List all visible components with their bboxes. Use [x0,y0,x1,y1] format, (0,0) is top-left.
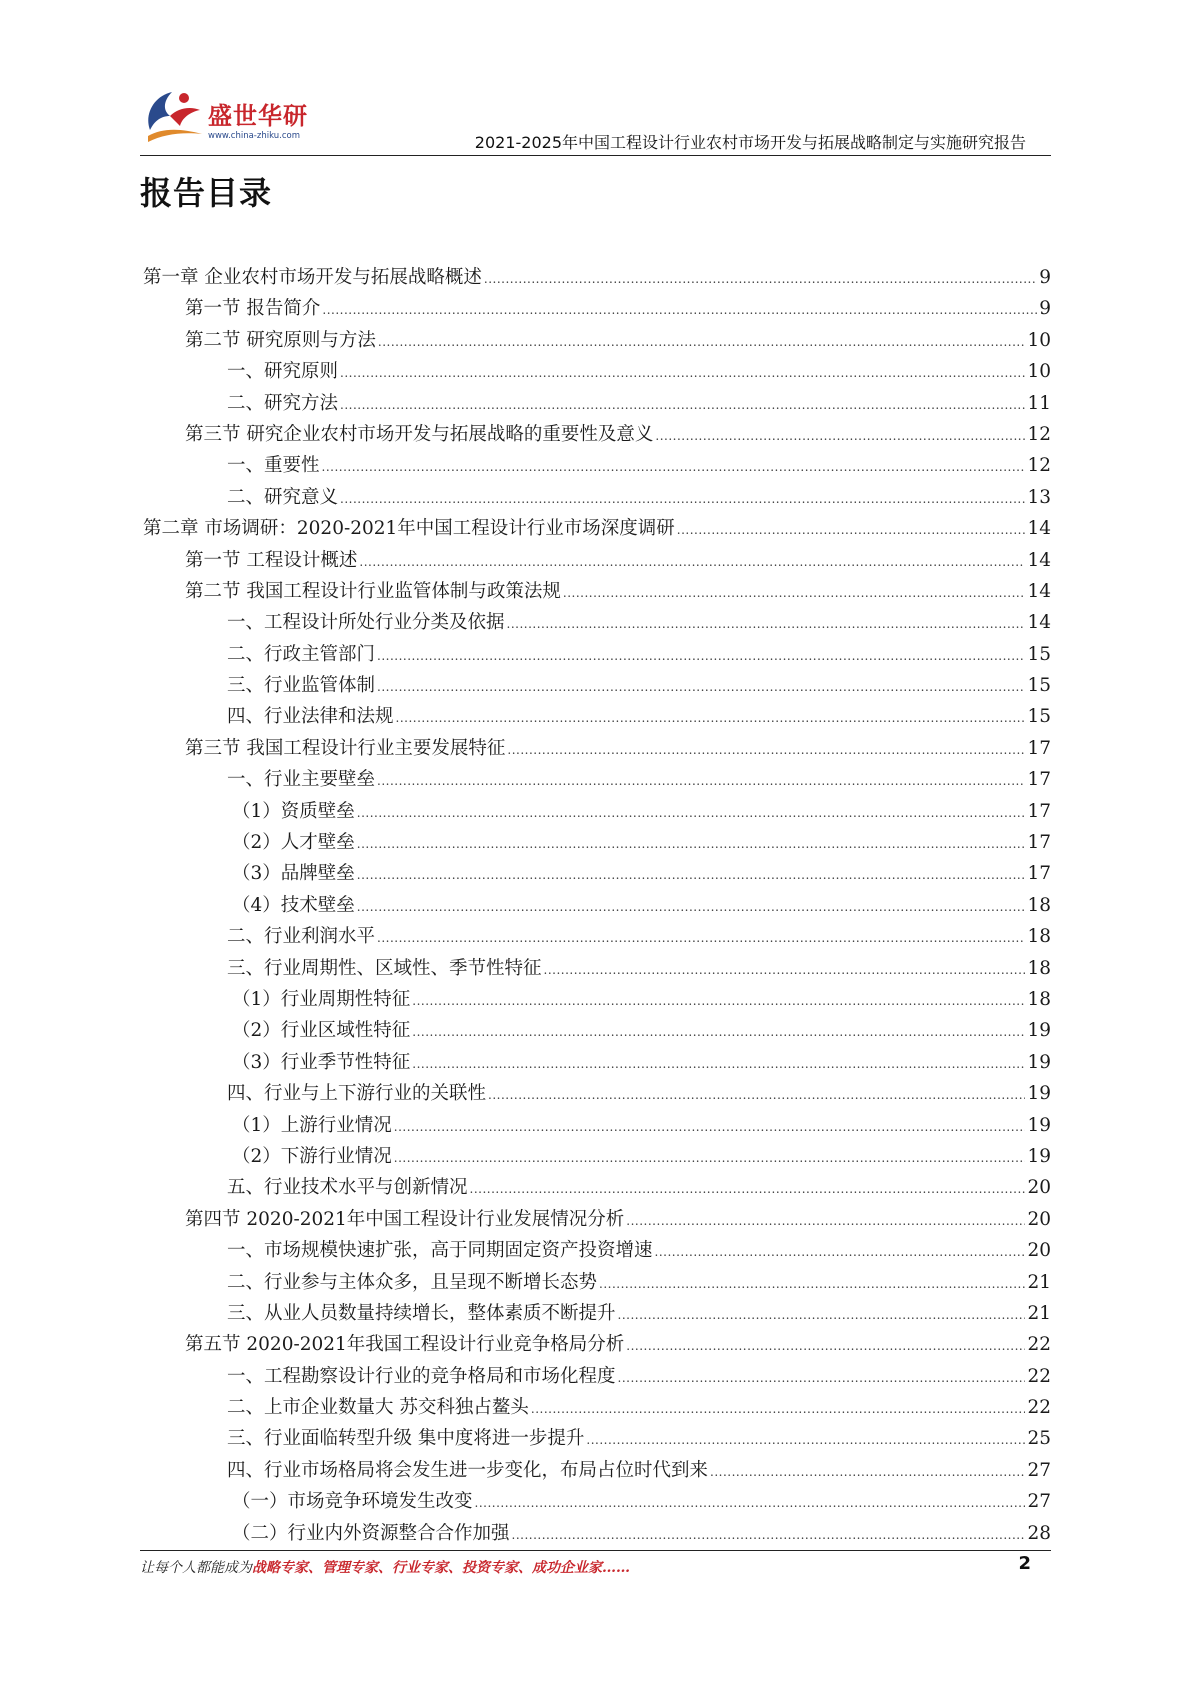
toc-entry-title: 第一节 工程设计概述 [185,549,358,571]
toc-entry-title: 四、行业市场格局将会发生进一步变化，布局占位时代到来 [227,1459,709,1481]
toc-entry-page: 22 [1027,1334,1051,1356]
toc-dot-leader [531,1394,1026,1425]
toc-dot-leader [618,1363,1026,1394]
toc-entry-title: （4）技术壁垒 [232,894,355,916]
toc-entry[interactable] [227,1235,1051,1266]
toc-dot-leader [340,358,1025,389]
toc-entry-page: 12 [1027,455,1051,477]
toc-dot-leader [357,860,1026,891]
toc-entry-title: 第三节 我国工程设计行业主要发展特征 [185,737,506,759]
toc-entry-page: 20 [1027,1240,1051,1262]
toc-dot-leader [322,452,1026,483]
toc-entry[interactable] [227,701,1051,732]
logo-url: www.china-zhiku.com [208,131,300,141]
toc-entry[interactable] [185,545,1051,576]
toc-entry-page: 11 [1027,392,1051,414]
toc-entry-page: 20 [1027,1177,1051,1199]
toc-entry-title: （1）上游行业情况 [232,1114,392,1136]
toc-entry-title: 三、行业监管体制 [227,675,376,697]
company-logo [140,82,330,152]
toc-entry-title: 二、行业利润水平 [227,926,376,948]
toc-entry[interactable] [185,1329,1051,1360]
toc-entry-page: 13 [1027,486,1051,508]
toc-entry[interactable] [185,419,1051,450]
toc-entry-page: 19 [1027,1114,1051,1136]
toc-entry[interactable] [227,639,1051,670]
toc-entry-title: 二、研究方法 [227,392,339,414]
toc-dot-leader [340,484,1025,515]
toc-dot-leader [710,1457,1025,1488]
toc-entry[interactable] [232,1047,1051,1078]
toc-entry-title: 二、行业参与主体众多，且呈现不断增长态势 [227,1271,598,1293]
toc-entry-page: 27 [1027,1459,1051,1481]
toc-entry-page: 19 [1027,1083,1051,1105]
toc-entry-page: 15 [1027,675,1051,697]
toc-entry[interactable] [232,984,1051,1015]
toc-entry[interactable] [232,1015,1051,1046]
toc-entry-title: 三、行业周期性、区域性、季节性特征 [227,957,542,979]
toc-entry-title: （1）资质壁垒 [232,800,355,822]
toc-entry-page: 9 [1039,267,1051,288]
toc-entry[interactable] [143,513,1051,544]
toc-entry-page: 9 [1039,298,1051,320]
toc-dot-leader [507,609,1026,640]
toc-entry-page: 14 [1027,549,1051,571]
toc-entry-page: 14 [1027,612,1051,634]
toc-entry-page: 25 [1027,1428,1051,1450]
toc-dot-leader [377,766,1025,797]
toc-entry-page: 17 [1027,769,1051,791]
toc-entry-title: 一、行业主要壁垒 [227,769,376,791]
footer-divider [140,1550,1051,1551]
toc-entry-page: 17 [1027,737,1051,759]
toc-entry[interactable] [185,1204,1051,1235]
toc-dot-leader [488,1080,1025,1111]
toc-entry-page: 28 [1027,1522,1051,1544]
toc-entry[interactable] [227,953,1051,984]
toc-entry-title: 第二章 市场调研：2020-2021年中国工程设计行业市场深度调研 [143,518,675,540]
toc-entry[interactable] [232,1518,1051,1549]
footer-slogan [140,1557,630,1577]
table-of-contents [0,262,1191,1549]
toc-entry-title: 第二节 研究原则与方法 [185,329,376,351]
toc-dot-leader [357,829,1026,860]
toc-entry[interactable] [232,827,1051,858]
toc-entry-title: 第五节 2020-2021年我国工程设计行业竞争格局分析 [185,1334,625,1356]
toc-dot-leader [475,1488,1026,1519]
toc-entry-title: （3）品牌壁垒 [232,863,355,885]
toc-dot-leader [377,672,1025,703]
toc-dot-leader [586,1425,1025,1456]
toc-entry[interactable] [227,1423,1051,1454]
toc-entry[interactable] [227,450,1051,481]
toc-dot-leader [377,641,1025,672]
toc-entry-page: 18 [1027,957,1051,979]
toc-dot-leader [394,1143,1026,1174]
toc-entry-page: 10 [1027,361,1051,383]
toc-dot-leader [412,1049,1025,1080]
toc-entry-page: 17 [1027,832,1051,854]
toc-heading: 报告目录 [140,174,273,212]
toc-dot-leader [394,1112,1026,1143]
toc-entry-title: （一）市场竞争环境发生改变 [232,1491,473,1513]
toc-dot-leader [655,421,1025,452]
toc-entry-title: 第四节 2020-2021年中国工程设计行业发展情况分析 [185,1208,625,1230]
toc-entry-page: 18 [1027,988,1051,1010]
toc-entry-title: （二）行业内外资源整合合作加强 [232,1522,510,1544]
toc-entry[interactable] [227,482,1051,513]
logo-emblem-icon [140,82,210,152]
toc-dot-leader [377,923,1025,954]
toc-entry-title: 二、上市企业数量大 苏交科独占鳌头 [227,1397,529,1419]
toc-dot-leader [677,515,1026,546]
toc-entry-title: （3）行业季节性特征 [232,1051,411,1073]
toc-dot-leader [655,1237,1026,1268]
toc-entry-title: 二、研究意义 [227,486,339,508]
toc-dot-leader [412,986,1025,1017]
toc-entry-page: 20 [1027,1208,1051,1230]
toc-entry[interactable] [227,388,1051,419]
toc-entry-page: 22 [1027,1365,1051,1387]
toc-entry[interactable] [232,1110,1051,1141]
toc-entry-page: 17 [1027,863,1051,885]
toc-entry-title: 二、行政主管部门 [227,643,376,665]
toc-entry[interactable] [227,1267,1051,1298]
toc-entry[interactable] [185,576,1051,607]
toc-dot-leader [322,295,1037,326]
toc-dot-leader [507,735,1025,766]
logo-name: 盛世华研 [208,102,308,130]
toc-entry[interactable] [227,356,1051,387]
footer-slogan-highlight: 战略专家、管理专家、行业专家、投资专家、成功企业家…… [252,1560,630,1576]
toc-entry-title: 第一章 企业农村市场开发与拓展战略概述 [143,267,482,288]
toc-entry[interactable] [143,262,1051,293]
toc-entry[interactable] [227,670,1051,701]
toc-dot-leader [470,1174,1026,1205]
toc-entry-title: 一、市场规模快速扩张，高于同期固定资产投资增速 [227,1240,653,1262]
report-title: 2021-2025年中国工程设计行业农村市场开发与拓展战略制定与实施研究报告 [474,133,1026,152]
toc-entry-title: 三、行业面临转型升级 集中度将进一步提升 [227,1428,585,1450]
toc-dot-leader [412,1017,1025,1048]
toc-entry-page: 17 [1027,800,1051,822]
toc-entry-title: 一、工程勘察设计行业的竞争格局和市场化程度 [227,1365,616,1387]
toc-entry-title: 四、行业与上下游行业的关联性 [227,1083,487,1105]
toc-entry-title: （2）下游行业情况 [232,1145,392,1167]
toc-entry[interactable] [185,293,1051,324]
toc-entry-title: 一、重要性 [227,455,320,477]
toc-entry-page: 19 [1027,1051,1051,1073]
toc-entry-title: 三、从业人员数量持续增长，整体素质不断提升 [227,1302,616,1324]
toc-entry-title: 一、工程设计所处行业分类及依据 [227,612,505,634]
toc-entry-page: 14 [1027,580,1051,602]
toc-entry-page: 10 [1027,329,1051,351]
toc-dot-leader [357,892,1026,923]
toc-entry-title: （2）行业区域性特征 [232,1020,411,1042]
toc-entry[interactable] [227,607,1051,638]
toc-entry[interactable] [232,890,1051,921]
toc-entry-title: 四、行业法律和法规 [227,706,394,728]
toc-dot-leader [340,390,1025,421]
toc-entry-page: 15 [1027,643,1051,665]
toc-entry[interactable] [185,733,1051,764]
header-divider [140,155,1051,156]
toc-entry[interactable] [227,764,1051,795]
toc-entry[interactable] [232,1141,1051,1172]
toc-entry[interactable] [227,1361,1051,1392]
toc-entry[interactable] [227,1172,1051,1203]
toc-entry-page: 19 [1027,1020,1051,1042]
toc-entry[interactable] [227,1078,1051,1109]
toc-dot-leader [396,703,1026,734]
footer-slogan-prefix: 让每个人都能成为 [140,1560,252,1576]
toc-dot-leader [618,1300,1026,1331]
toc-entry-page: 14 [1027,518,1051,540]
toc-entry[interactable] [227,921,1051,952]
toc-dot-leader [378,327,1026,358]
toc-dot-leader [357,798,1026,829]
toc-entry[interactable] [232,858,1051,889]
toc-entry-page: 15 [1027,706,1051,728]
toc-dot-leader [563,578,1026,609]
toc-dot-leader [626,1206,1025,1237]
toc-entry[interactable] [232,796,1051,827]
toc-entry[interactable] [185,325,1051,356]
toc-entry-title: 第二节 我国工程设计行业监管体制与政策法规 [185,580,561,602]
toc-dot-leader [359,547,1025,578]
toc-entry-title: 第一节 报告简介 [185,298,321,320]
toc-entry-page: 18 [1027,926,1051,948]
toc-entry[interactable] [227,1298,1051,1329]
toc-dot-leader [484,264,1037,295]
toc-dot-leader [626,1331,1025,1362]
toc-entry[interactable] [227,1455,1051,1486]
toc-entry[interactable] [232,1486,1051,1517]
toc-dot-leader [512,1520,1026,1551]
toc-dot-leader [544,955,1026,986]
toc-entry-page: 18 [1027,894,1051,916]
toc-entry-page: 21 [1027,1302,1051,1324]
toc-entry-page: 12 [1027,423,1051,445]
page-number: 2 [1018,1553,1031,1574]
toc-entry-page: 19 [1027,1145,1051,1167]
toc-entry-title: （1）行业周期性特征 [232,988,411,1010]
toc-entry-title: 五、行业技术水平与创新情况 [227,1177,468,1199]
toc-entry[interactable] [227,1392,1051,1423]
toc-entry-page: 27 [1027,1491,1051,1513]
toc-entry-title: 一、研究原则 [227,361,339,383]
toc-dot-leader [599,1269,1025,1300]
toc-entry-page: 22 [1027,1397,1051,1419]
toc-entry-page: 21 [1027,1271,1051,1293]
toc-entry-title: 第三节 研究企业农村市场开发与拓展战略的重要性及意义 [185,423,654,445]
toc-entry-title: （2）人才壁垒 [232,832,355,854]
